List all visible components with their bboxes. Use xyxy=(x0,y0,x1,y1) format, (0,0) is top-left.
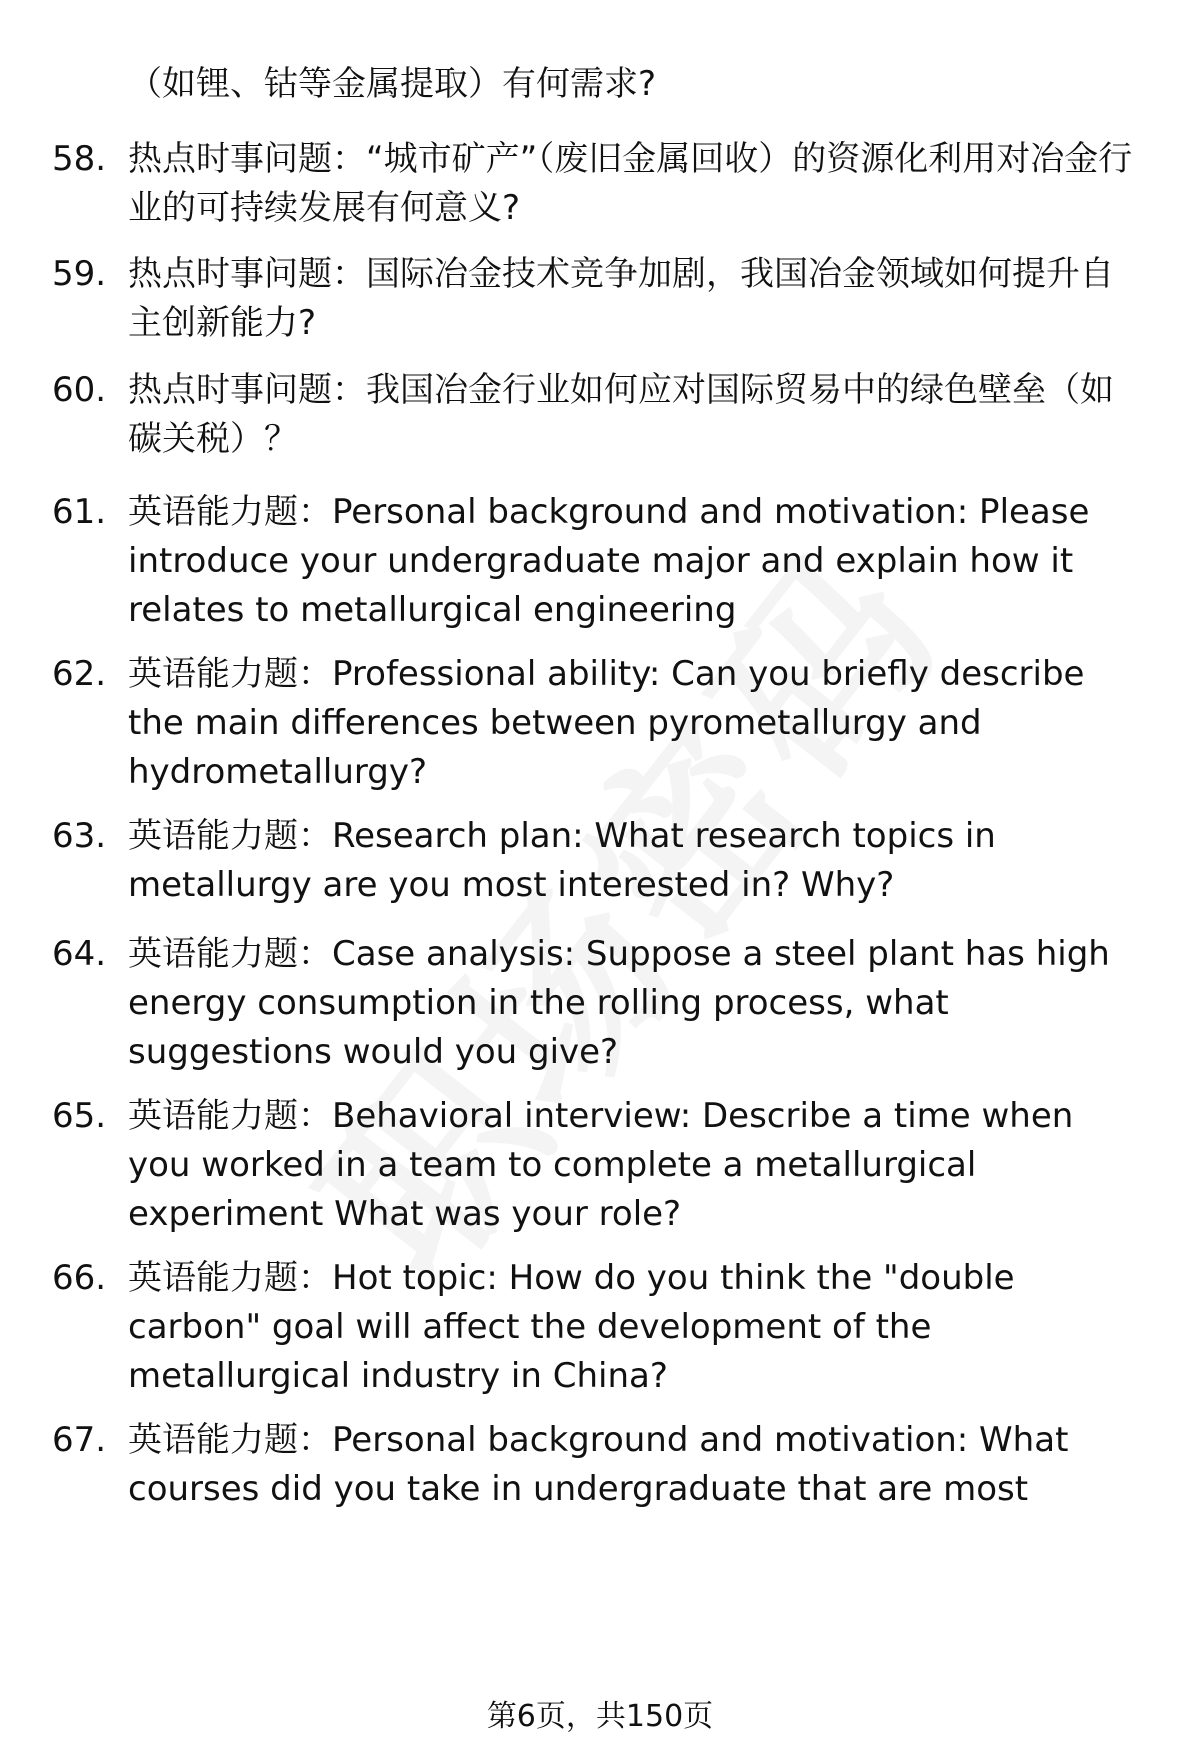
question-number: 60. xyxy=(52,370,107,410)
question-number: 67. xyxy=(52,1420,107,1460)
page-footer: 第6页，共150页 xyxy=(486,1699,714,1734)
question-text: 英语能力题：Personal background and motivation: Please introduce your undergraduate major and explain how it relates to metallurgical engineering xyxy=(128,492,1090,630)
question-text: 英语能力题：Behavioral interview: Describe a time when you worked in a team to complete a metallurgical experiment What was your role? xyxy=(128,1096,1074,1234)
question-text: 热点时事问题：“城市矿产”（废旧金属回收）的资源化利用对冶金行业的可持续发展有何意义? xyxy=(128,139,1133,228)
question-number: 64. xyxy=(52,934,107,974)
question-number: 62. xyxy=(52,654,107,694)
question-number: 59. xyxy=(52,254,107,294)
question-text: 英语能力题：Personal background and motivation: What courses did you take in undergraduate that are most xyxy=(128,1420,1069,1509)
question-number: 58. xyxy=(52,139,107,179)
question-text: 英语能力题：Professional ability: Can you briefly describe the main differences between pyrometallurgy and hydrometallurgy? xyxy=(128,654,1085,792)
question-text: 英语能力题：Research plan: What research topics in metallurgy are you most interested in? Why? xyxy=(128,816,996,905)
question-number: 66. xyxy=(52,1258,107,1298)
question-text: 英语能力题：Hot topic: How do you think the "double carbon" goal will affect the development of the metallurgical industry in China? xyxy=(128,1258,1015,1396)
question-number: 65. xyxy=(52,1096,107,1136)
question-number: 61. xyxy=(52,492,107,532)
question-text: 英语能力题：Case analysis: Suppose a steel plant has high energy consumption in the rolling process, what suggestions would you give? xyxy=(128,934,1110,1072)
question-number: 63. xyxy=(52,816,107,856)
continued-question-text: （如锂、钴等金属提取）有何需求? xyxy=(128,64,657,104)
question-text: 热点时事问题：国际冶金技术竞争加剧，我国冶金领域如何提升自主创新能力? xyxy=(128,254,1114,343)
question-text: 热点时事问题：我国冶金行业如何应对国际贸易中的绿色壁垒（如碳关税）？ xyxy=(128,370,1114,459)
